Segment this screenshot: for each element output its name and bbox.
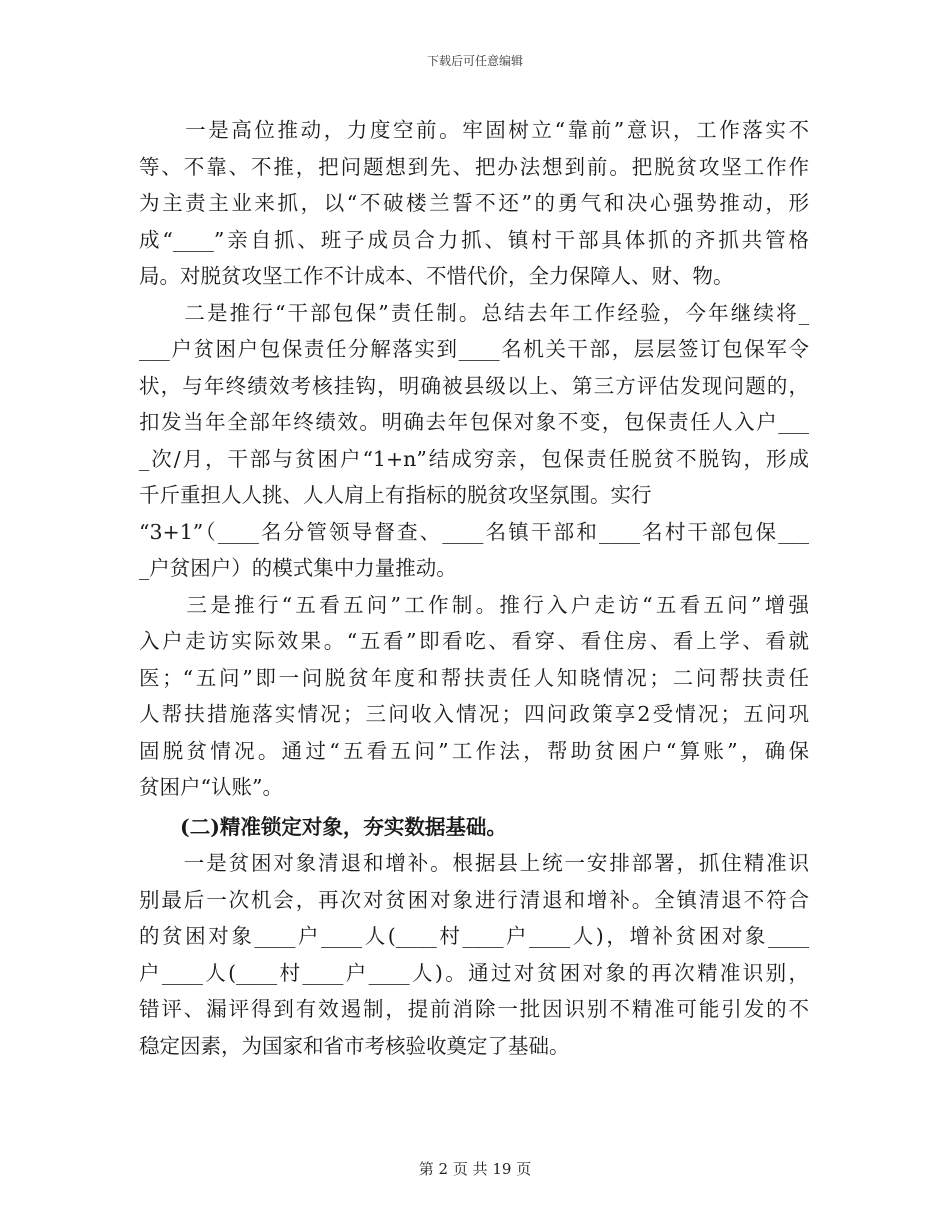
- paragraph-line: 错评、漏评得到有效遏制，提前消除一批因识别不精准可能引发的不: [139, 997, 809, 1021]
- paragraph-line: 户____人(____村____户____人)。通过对贫困对象的再次精准识别，: [139, 960, 809, 985]
- paragraph-line: 成“____”亲自抓、班子成员合力抓、镇村干部具体抓的齐抓共管格: [139, 227, 809, 252]
- page-header: 下载后可任意编辑: [426, 54, 523, 68]
- paragraph-line: 的贫困对象____户____人(____村____户____人)，增补贫困对象____: [139, 924, 809, 948]
- paragraph-line: 一是高位推动，力度空前。牢固树立“靠前”意识，工作落实不: [139, 118, 809, 142]
- paragraph-line: 入户走访实际效果。“五看”即看吃、看穿、看住房、看上学、看就: [139, 629, 809, 653]
- document-body: [139, 112, 809, 1064]
- section-heading: (二)精准锁定对象，夯实数据基础。: [139, 814, 507, 839]
- paragraph-line: 千斤重担人人挑、人人肩上有指标的脱贫攻坚氛围。实行: [139, 483, 652, 507]
- page-number-footer: 第 2 页 共 19 页: [418, 1160, 532, 1178]
- paragraph-line: ___户贫困户包保责任分解落实到____名机关干部，层层签订包保军令: [139, 337, 809, 361]
- paragraph-line: 局。对脱贫攻坚工作不计成本、不惜代价，全力保障人、财、物。: [139, 264, 734, 288]
- paragraph-line: 别最后一次机会，再次对贫困对象进行清退和增补。全镇清退不符合: [139, 887, 809, 912]
- paragraph-line: 三是推行“五看五问”工作制。推行入户走访“五看五问”增强: [139, 592, 809, 617]
- paragraph-line: “3+1”（____名分管领导督查、____名镇干部和____名村干部包保___: [139, 519, 809, 544]
- paragraph-line: 状，与年终绩效考核挂钩，明确被县级以上、第三方评估发现问题的，: [139, 373, 809, 398]
- paragraph-line: 为主责主业来抓，以“不破楼兰誓不还”的勇气和决心强势推动，形: [139, 191, 809, 215]
- paragraph-line: 稳定因素，为国家和省市考核验收奠定了基础。: [139, 1033, 570, 1058]
- paragraph-line: _户贫困户）的模式集中力量推动。: [139, 556, 457, 580]
- paragraph-line: 固脱贫情况。通过“五看五问”工作法，帮助贫困户“算账”，确保: [139, 738, 809, 763]
- paragraph-line: 人帮扶措施落实情况；三问收入情况；四问政策享2受情况；五问巩: [139, 702, 809, 726]
- paragraph-line: _次/月，干部与贫困户“1+n”结成穷亲，包保责任脱贫不脱钩，形成: [139, 446, 809, 471]
- paragraph-line: 医；“五问”即一问脱贫年度和帮扶责任人知晓情况；二问帮扶责任: [139, 665, 809, 690]
- paragraph-line: 一是贫困对象清退和增补。根据县上统一安排部署，抓住精准识: [139, 851, 809, 875]
- paragraph-line: 贫困户“认账”。: [139, 775, 283, 799]
- paragraph-line: 扣发当年全部年终绩效。明确去年包保对象不变，包保责任人入户___: [139, 410, 809, 434]
- paragraph-line: 二是推行“干部包保”责任制。总结去年工作经验，今年继续将_: [139, 300, 809, 325]
- paragraph-line: 等、不靠、不推，把问题想到先、把办法想到前。把脱贫攻坚工作作: [139, 154, 809, 179]
